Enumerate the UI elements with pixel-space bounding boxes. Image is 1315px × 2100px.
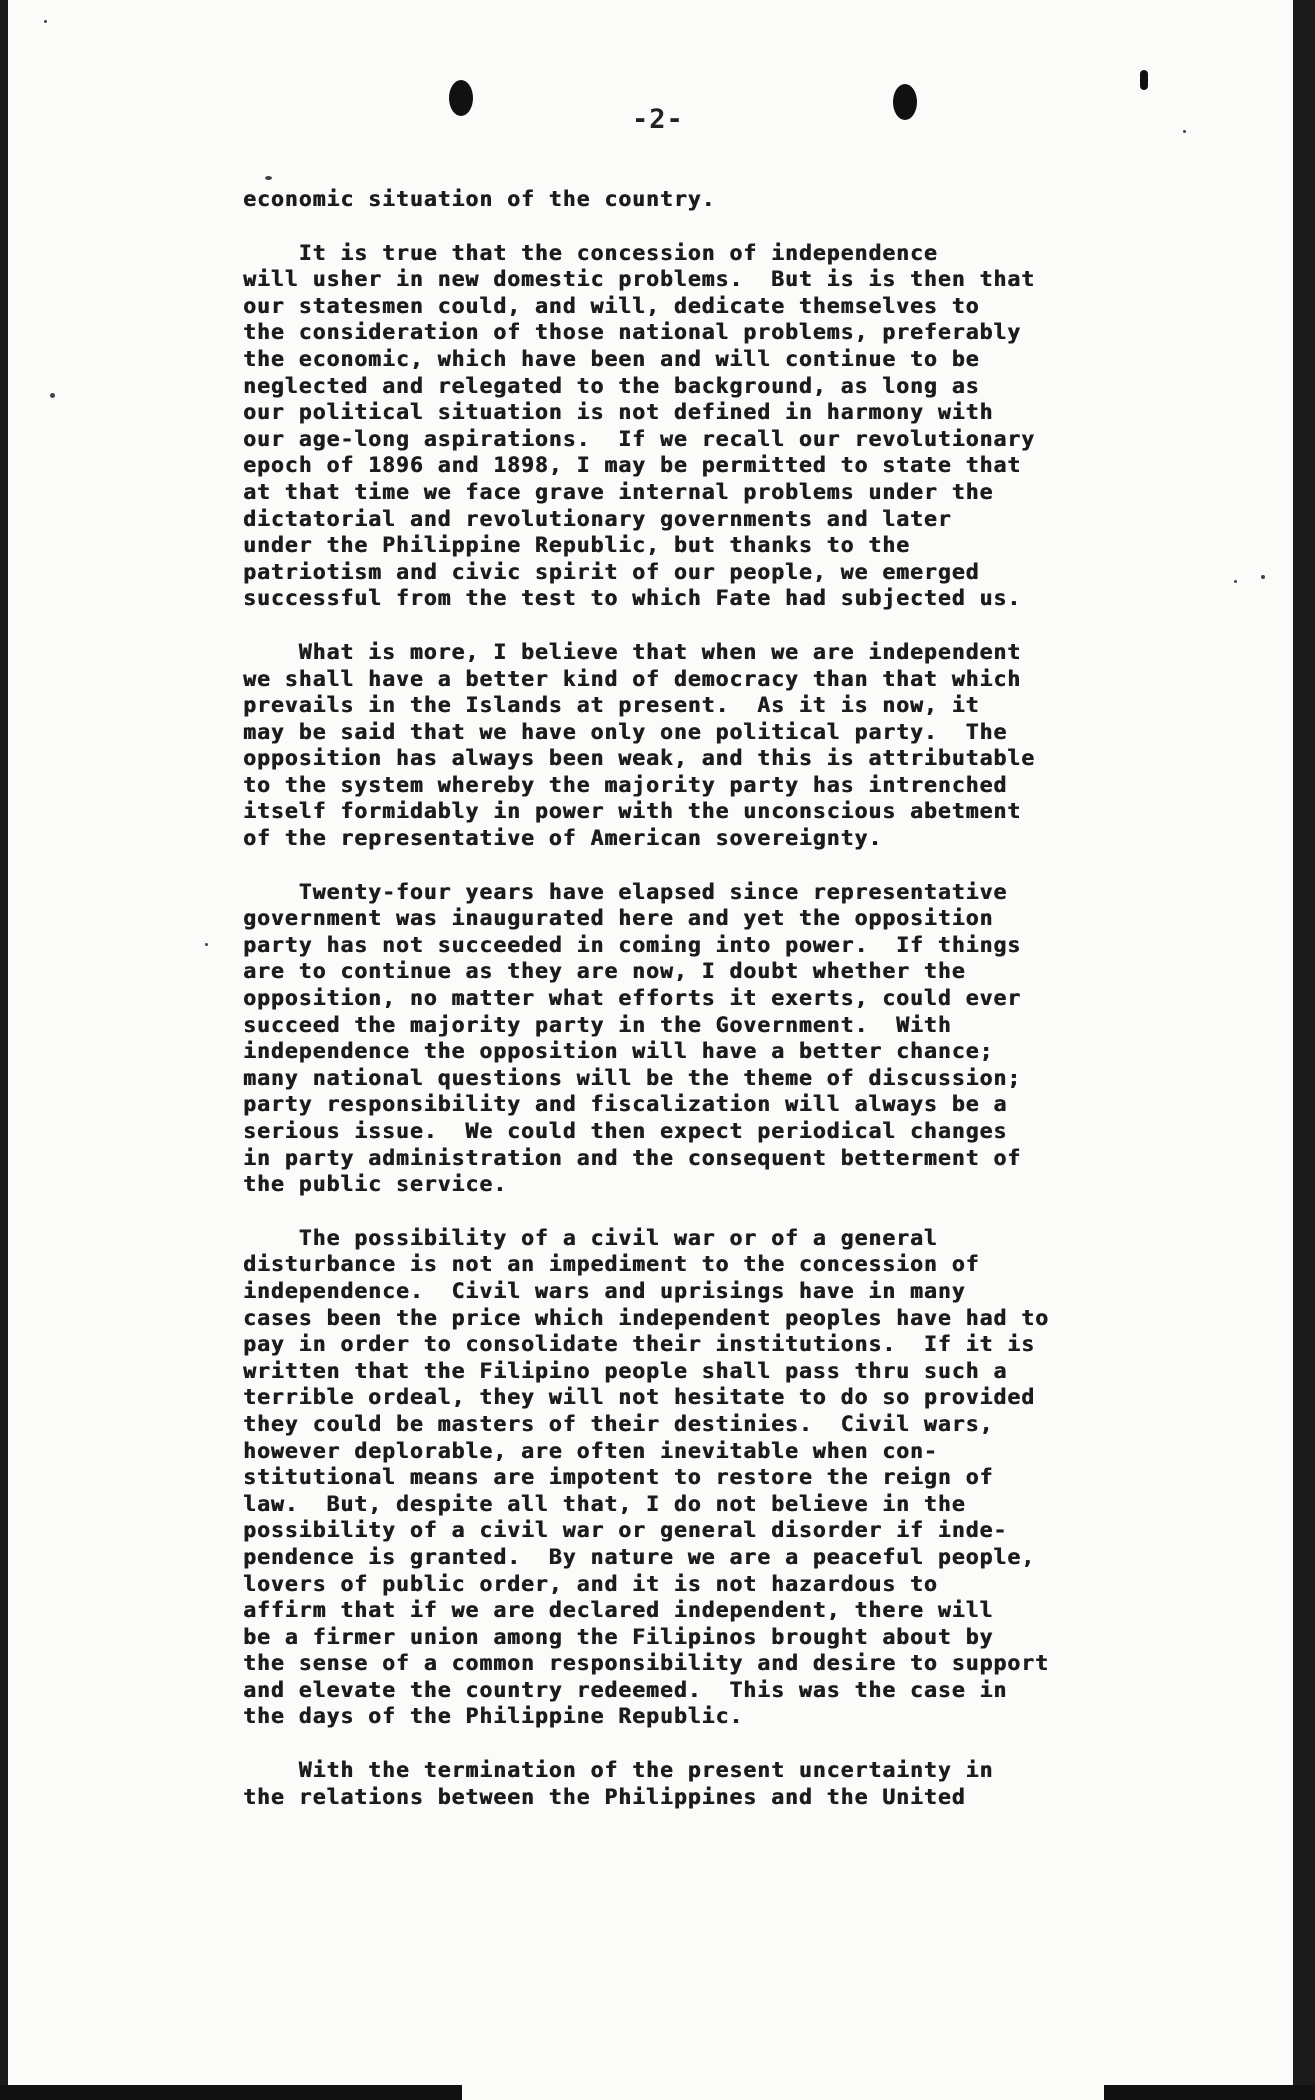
text-line: independence the opposition will have a better chance; bbox=[243, 1039, 994, 1065]
paragraph bbox=[243, 1758, 1183, 1811]
text-line: neglected and relegated to the background, as long as bbox=[243, 373, 980, 399]
text-line: It is true that the concession of independence bbox=[243, 240, 938, 266]
scan-speck bbox=[50, 393, 55, 398]
text-line: pay in order to consolidate their institutions. If it is bbox=[243, 1332, 1035, 1358]
text-line: successful from the test to which Fate had subjected us. bbox=[243, 586, 1022, 612]
text-line: disturbance is not an impediment to the concession of bbox=[243, 1252, 980, 1278]
text-line: What is more, I believe that when we are independent bbox=[243, 639, 1022, 665]
text-line: the public service. bbox=[243, 1172, 507, 1198]
text-line: party has not succeeded in coming into power. If things bbox=[243, 932, 1022, 958]
text-line: government was inaugurated here and yet the opposition bbox=[243, 906, 994, 932]
text-line: the economic, which have been and will continue to be bbox=[243, 346, 980, 372]
text-line: party responsibility and fiscalization will always be a bbox=[243, 1092, 1008, 1118]
paragraph bbox=[243, 880, 1183, 1199]
scan-speck bbox=[205, 943, 208, 946]
text-line: cases been the price which independent peoples have had to bbox=[243, 1305, 1049, 1331]
text-line: opposition, no matter what efforts it exerts, could ever bbox=[243, 986, 1022, 1012]
scan-tab bbox=[462, 2080, 1104, 2100]
text-line: economic situation of the country. bbox=[243, 187, 716, 212]
text-line: they could be masters of their destinies. Civil wars, bbox=[243, 1411, 994, 1437]
text-line: terrible ordeal, they will not hesitate to do so provided bbox=[243, 1385, 1035, 1411]
text-line: the sense of a common responsibility and desire to support bbox=[243, 1651, 1049, 1677]
text-line: in party administration and the consequent betterment of bbox=[243, 1145, 1022, 1171]
text-line: and elevate the country redeemed. This was the case in bbox=[243, 1677, 1008, 1703]
text-line: serious issue. We could then expect periodical changes bbox=[243, 1119, 1008, 1144]
text-line: the consideration of those national problems, preferably bbox=[243, 320, 1022, 346]
scan-speck bbox=[44, 20, 47, 23]
text-line: our statesmen could, and will, dedicate themselves to bbox=[243, 293, 980, 319]
punch-hole-mark bbox=[1140, 70, 1148, 90]
text-line: may be said that we have only one political party. The bbox=[243, 719, 1008, 745]
paragraph bbox=[243, 640, 1183, 853]
text-line: The possibility of a civil war or of a general bbox=[243, 1225, 938, 1251]
letter-body bbox=[243, 187, 1183, 1838]
text-line: pendence is granted. By nature we are a peaceful people, bbox=[243, 1544, 1035, 1570]
text-line: will usher in new domestic problems. But is is then that bbox=[243, 267, 1035, 293]
scan-speck bbox=[265, 176, 272, 180]
paragraph bbox=[243, 241, 1183, 613]
scan-speck bbox=[1261, 575, 1265, 579]
text-line: our age-long aspirations. If we recall our revolutionary bbox=[243, 426, 1035, 452]
paragraph bbox=[243, 1226, 1183, 1731]
text-line: we shall have a better kind of democracy than that which bbox=[243, 666, 1022, 692]
text-line: the relations between the Philippines and the United bbox=[243, 1784, 966, 1810]
punch-hole-left bbox=[449, 80, 473, 116]
text-line: under the Philippine Republic, but thanks to the bbox=[243, 533, 910, 559]
text-line: prevails in the Islands at present. As it is now, it bbox=[243, 693, 980, 719]
text-line: patriotism and civic spirit of our people, we emerged bbox=[243, 559, 980, 585]
text-line: Twenty-four years have elapsed since representative bbox=[243, 879, 1008, 905]
text-line: possibility of a civil war or general disorder if inde- bbox=[243, 1518, 1008, 1544]
text-line: independence. Civil wars and uprisings have in many bbox=[243, 1278, 966, 1304]
text-line: affirm that if we are declared independent, there will bbox=[243, 1598, 994, 1624]
text-line: at that time we face grave internal problems under the bbox=[243, 479, 994, 505]
text-line: lovers of public order, and it is not hazardous to bbox=[243, 1571, 938, 1597]
text-line: law. But, despite all that, I do not believe in the bbox=[243, 1491, 966, 1517]
text-line: written that the Filipino people shall pass thru such a bbox=[243, 1358, 1008, 1384]
text-line: of the representative of American sovereignty. bbox=[243, 826, 883, 852]
text-line: our political situation is not defined in harmony with bbox=[243, 400, 994, 426]
text-line: be a firmer union among the Filipinos brought about by bbox=[243, 1624, 994, 1650]
text-line: are to continue as they are now, I doubt whether the bbox=[243, 959, 966, 985]
text-line: however deplorable, are often inevitable when con- bbox=[243, 1438, 938, 1464]
text-line: succeed the majority party in the Government. With bbox=[243, 1012, 952, 1038]
page-number: -2- bbox=[632, 104, 684, 135]
text-line: stitutional means are impotent to restore the reign of bbox=[243, 1465, 994, 1491]
text-line: to the system whereby the majority party has intrenched bbox=[243, 772, 1008, 798]
text-line: many national questions will be the theme of discussion; bbox=[243, 1065, 1022, 1091]
scan-speck bbox=[1183, 130, 1186, 133]
text-line: With the termination of the present uncertainty in bbox=[243, 1758, 994, 1784]
scan-speck bbox=[1234, 580, 1237, 583]
text-line: itself formidably in power with the unconscious abetment bbox=[243, 799, 1022, 825]
paragraph bbox=[243, 187, 1183, 214]
punch-hole-right bbox=[893, 84, 917, 120]
text-line: opposition has always been weak, and this is attributable bbox=[243, 746, 1035, 772]
text-line: the days of the Philippine Republic. bbox=[243, 1704, 744, 1730]
text-line: epoch of 1896 and 1898, I may be permitted to state that bbox=[243, 453, 1022, 479]
text-line: dictatorial and revolutionary governments and later bbox=[243, 506, 952, 532]
